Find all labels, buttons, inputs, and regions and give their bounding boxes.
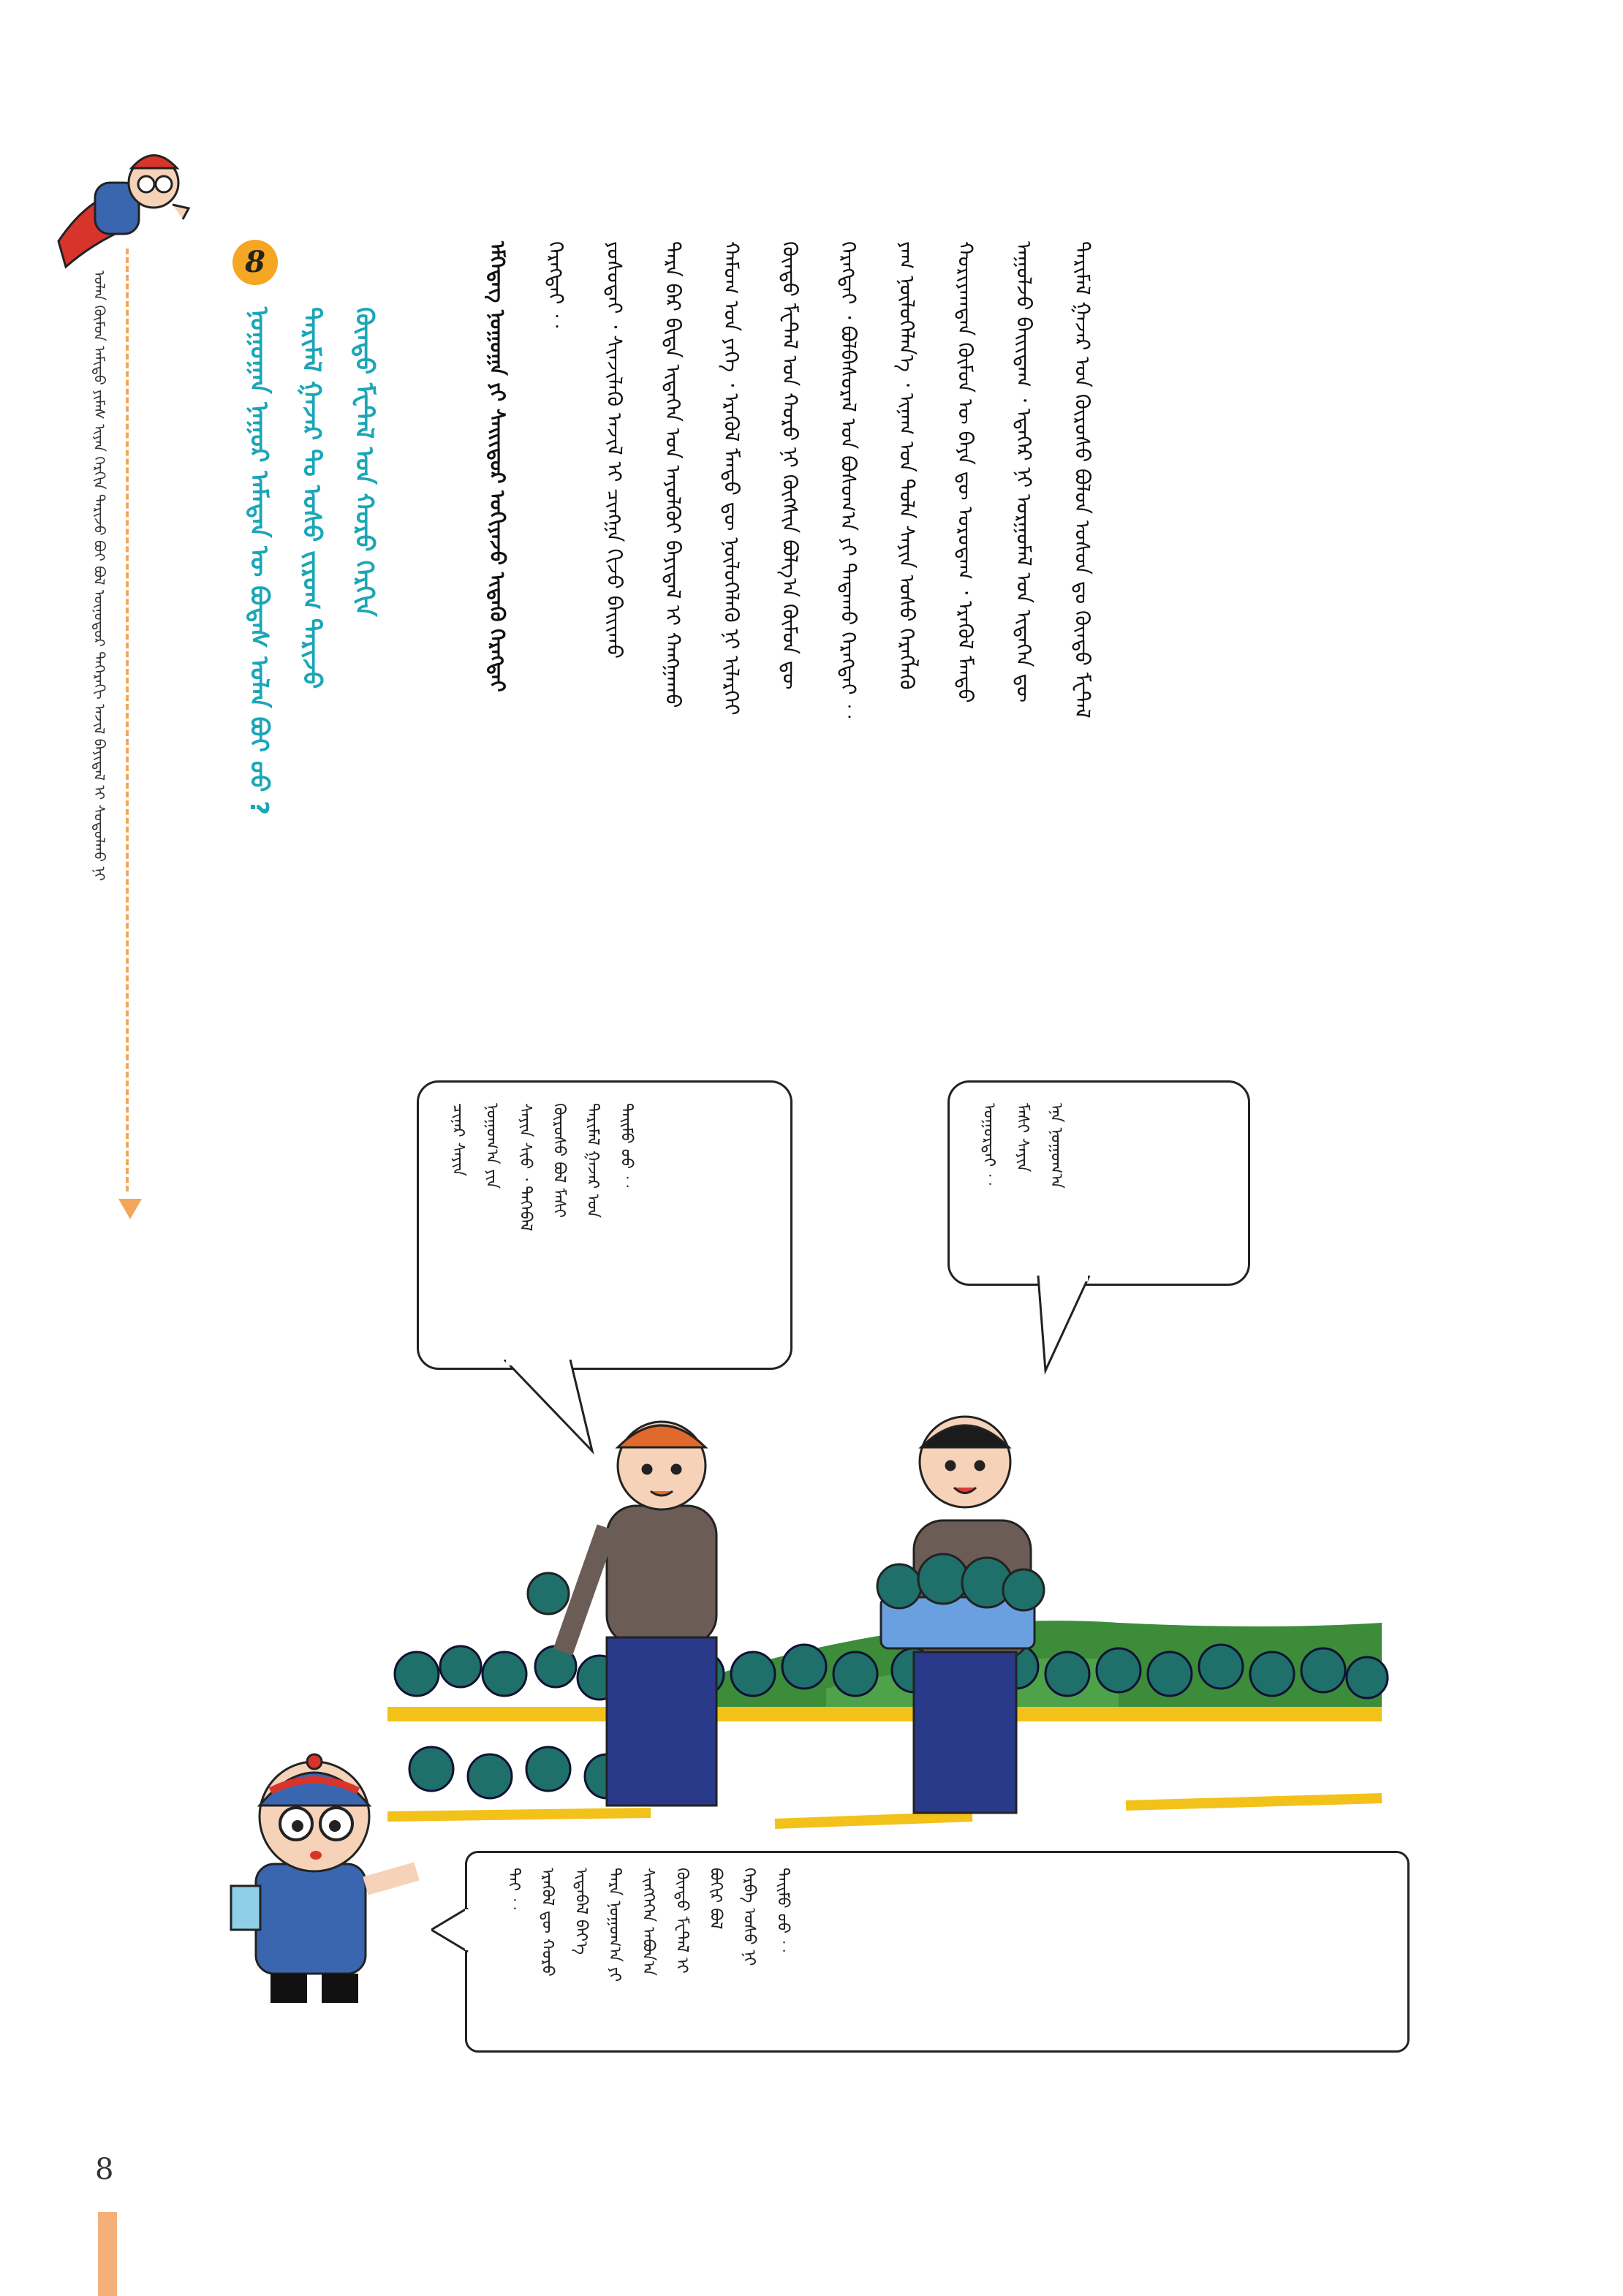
bubble-line: ᠲᠠᠷᠢᠮᠠᠯ ᠭᠠᠵᠠᠷ ᠤᠨ	[583, 1103, 602, 1219]
bubble-line: ᠨᠣᠭᠣᠭ᠎ᠠ ᠶᠢᠨ	[483, 1103, 501, 1189]
bubble-line: ᠤᠭᠤᠷᠲᠠᠢ ︰	[980, 1103, 998, 1189]
boy-mascot-icon	[227, 1740, 446, 2010]
body-line: ᠬᠡᠷᠡᠭᠲᠡᠢ ︰	[544, 241, 568, 332]
bubble-line: ᠢᠳᠡᠪᠡᠯ ᠪᠡᠶ᠎ᠡ	[572, 1868, 590, 1955]
running-title: ᠤᠯᠠᠨ ᠬᠦᠮᠦᠨ ᠠᠮᠢᠳᠤ ᠶᠢᠮᠡᠰ ᠢᠶᠡᠨ ᠬᠡᠷᠬᠢᠨ ᠲᠠᠷᠢᠵᠤ ᠪᠤᠢ ᠪᠣᠯ ᠥᠨᠥᠳᠥᠷ ᠳᠡᠭᠡᠷᠡᠬᠢ ᠠᠵᠢᠯ ᠪᠠᠶᠢᠳᠠᠯ ᠢ ᠰᠤᠳᠤᠯᠬᠤ ᠨᠢ	[91, 270, 108, 882]
bubble-line: ᠰᠠᠶᠢᠨ ᠰᠢᠦ ᠂ ᠲᠡᠭᠡᠪᠡᠯ	[516, 1103, 534, 1232]
bubble-tail	[497, 1360, 599, 1455]
question-line: ᠬᠦᠨᠳᠦ ᠮᠧᠲ᠋ᠠᠯ ᠤᠨ ᠬᠣᠷᠤ ᠬᠡᠷᠬᠢᠨ	[349, 307, 379, 617]
body-line: ᠡᠮᠬᠡᠳᠡᠭ ᠨᠣᠭᠣᠭᠠ ᠶᠢ ᠰᠠᠢᠢᠲᠤᠷ ᠤᠭᠢᠶᠠᠵᠤ ᠢᠳᠡᠬᠦ ᠬᠡᠷᠡᠭᠲᠡᠢ	[485, 241, 510, 692]
question-line: ᠲᠠᠷᠢᠮᠠᠯ ᠭᠠᠵᠠᠷ ᠲᠤ ᠤᠰᠤ ᠵᠢᠷᠤᠭ ᠲᠠᠷᠢᠵᠤ	[297, 307, 326, 689]
section-question	[232, 307, 390, 815]
farmer-right	[877, 1417, 1044, 1813]
bubble-tail	[1031, 1276, 1097, 1378]
bubble-line: ᠲᠠᠢ ︰	[504, 1868, 523, 1913]
bubble-tail	[431, 1908, 475, 1966]
page-edge-tab	[98, 2212, 117, 2296]
speech-bubble-left-farmer	[417, 1080, 792, 1370]
bubble-line: ᠬᠦᠨᠳᠦ ᠮᠧᠲ᠋ᠠᠯ ᠢ	[673, 1868, 691, 1974]
bubble-line: ᠡᠨᠡ ᠨᠣᠭᠣᠭ᠎ᠠ	[1047, 1103, 1065, 1189]
body-line: ᠠᠭᠤᠯᠵᠤ ᠪᠠᠢᠢᠳᠠᠭ ᠂ ᠡᠳᠡᠭᠡᠷ ᠨᠢ ᠤᠷᠭᠤᠮᠠᠯ ᠤᠨ ᠢᠳᠡᠭᠡᠨ ᠳᠦ	[1012, 241, 1036, 703]
question-line: ᠨᠤᠭᠤᠭᠠᠨ ᠨᠠᠭᠤᠷ ᠠᠮᠠᠲᠠᠨ ᠦ ᠪᠣᠳᠠᠰ ᠣᠯᠠᠨ ᠪᠣᠢ ᠤᠤ ?	[244, 307, 273, 816]
header-arrow-icon	[118, 1199, 142, 1219]
section-number-badge: 8	[232, 240, 278, 285]
bubble-line: ᠲᠡᠢᠮᠦ ᠦᠦ ︰	[617, 1103, 635, 1191]
body-line: ᠶᠠᠭ ᠨᠥᠯᠦᠭᠡᠯᠡᠨ᠎ᠡ ᠂ ᠢᠨᠠᠭ ᠤᠨ ᠲᠤᠯᠠ ᠰᠠᠶᠢᠨ ᠤᠰᠤ ᠬᠡᠷᠡᠭᠯᠡᠬᠦ	[895, 241, 919, 690]
bubble-line: ᠴᠢᠨᠠᠷ ᠰᠠᠶᠢᠨ	[449, 1103, 467, 1177]
bubble-line: ᠲᠡᠢᠮᠦ ᠦᠦ ︰	[773, 1868, 792, 1955]
flying-boy-icon	[44, 139, 190, 270]
body-line: ᠬᠠᠮᠤᠭ ᠤᠨ ᠶᠡᠬᠡ ᠂ ᠡᠷᠡᠭᠦᠯ ᠮᠡᠨᠳᠦ ᠳᠦ ᠨᠥᠯᠦᠭᠡᠯᠡᠬᠦ ᠨᠢ ᠢᠯᠡᠷᠬᠡᠢ	[719, 241, 744, 716]
body-line: ᠲᠠᠷᠢᠮᠠᠯ ᠭᠠᠵᠠᠷ ᠤᠨ ᠬᠥᠷᠥᠰᠦ ᠪᠣᠯᠤᠨ ᠤᠰᠤᠨ ᠳᠤ ᠬᠦᠨᠳᠦ ᠮᠧᠲ᠋ᠠᠯ	[1070, 241, 1094, 719]
bubble-line: ᠬᠡᠷᠪᠡ ᠤᠰᠤ ᠨᠢ	[740, 1868, 758, 1966]
body-line: ᠬᠦᠨᠳᠦ ᠮᠧᠲ᠋ᠠᠯ ᠤᠨ ᠬᠣᠷᠤ ᠨᠢ ᠬᠥᠭᠰᠢᠨ ᠪᠣᠯᠭ᠎ᠠ ᠬᠦᠮᠦᠨ ᠳᠦ	[778, 241, 802, 690]
body-line: ᠬᠤᠷᠢᠶᠠᠭᠳᠠᠨ ᠬᠦᠮᠦᠨ ᠦ ᠪᠡᠶᠡ ᠳᠦ ᠣᠷᠣᠳᠠᠭ ᠂ ᠡᠷᠡᠭᠦᠯ ᠮᠡᠨᠳᠦ	[953, 241, 977, 703]
bubble-line: ᠲᠡᠷᠡ ᠨᠣᠭᠣᠭ᠎ᠠ ᠶᠢ	[605, 1868, 624, 1982]
body-line: ᠶᠤᠰᠤᠲᠠᠢ ᠂ ᠰᠢᠨᠵᠢᠯᠡᠬᠦ ᠠᠵᠢᠯ ᠢ ᠴᠢᠩᠭᠠ ᠬᠢᠵᠦ ᠪᠠᠢᠢᠬᠤ	[602, 241, 627, 659]
bubble-line: ᠪᠣᠬᠢᠷ ᠪᠣᠯ	[706, 1868, 725, 1930]
bubble-line: ᠰᠢᠩᠭᠡᠭᠡᠨ ᠠᠪᠤᠨ᠎ᠠ	[639, 1868, 657, 1976]
bubble-line: ᠡᠷᠡᠭᠦᠯ ᠳᠦ ᠬᠣᠷᠤ	[538, 1868, 556, 1977]
bubble-line: ᠬᠥᠷᠥᠰᠦ ᠪᠤᠯ ᠮᠠᠰᠢ	[550, 1103, 568, 1219]
speech-bubble-child	[465, 1851, 1410, 2053]
page-number: 8	[95, 2153, 114, 2186]
bubble-line: ᠮᠠᠰᠢ ᠰᠠᠶᠢᠨ	[1013, 1103, 1032, 1172]
speech-bubble-right-farmer	[947, 1080, 1250, 1286]
body-line: ᠬᠡᠷᠡᠭᠲᠡᠢ ᠂ ᠪᠣᠯᠪᠠᠰᠤᠷᠠᠯ ᠤᠨ ᠪᠣᠰᠣᠭ᠎ᠠ ᠶᠢ ᠲᠠᠲᠠᠬᠤ ᠬᠡᠷᠡᠭᠲᠡᠢ ︰	[836, 241, 860, 722]
body-line: ᠲᠡᠷᠡ ᠪᠡᠷ ᠪᠢᠳᠡ ᠢᠳᠡᠭᠡᠨ ᠤᠨ ᠠᠶᠤᠯᠭᠦᠢ ᠪᠠᠶᠢᠳᠠᠯ ᠢ ᠬᠠᠩᠭᠠᠬᠤ	[661, 241, 685, 708]
header-dashed-line	[126, 249, 129, 1191]
body-paragraph	[468, 241, 1111, 987]
